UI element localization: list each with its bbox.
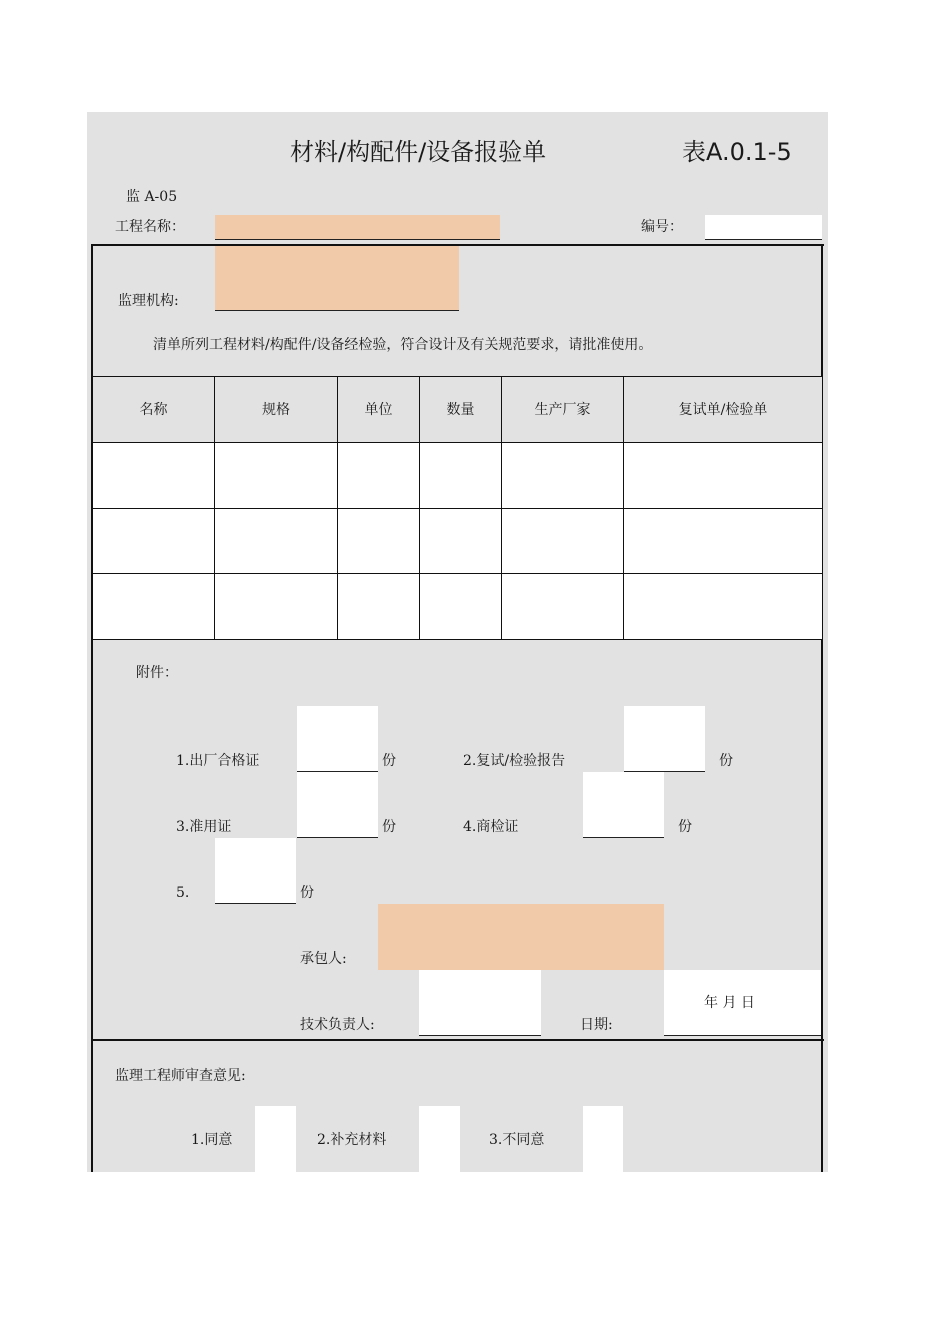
attachment-factory-certificate-label: 1.出厂合格证 (176, 753, 260, 769)
date-label: 日期: (580, 1017, 613, 1033)
option-supplement-checkbox[interactable] (419, 1106, 460, 1172)
contractor-field[interactable] (378, 904, 664, 970)
factory-certificate-count-field[interactable] (297, 706, 378, 772)
project-name-field[interactable] (215, 215, 500, 240)
serial-number-field[interactable] (705, 215, 822, 240)
option-disagree-label: 3.不同意 (489, 1132, 545, 1148)
form-title: 材料/构配件/设备报验单 (290, 138, 547, 166)
section-divider (91, 1039, 824, 1041)
option-agree-checkbox[interactable] (255, 1106, 296, 1172)
date-placeholder: 年 月 日 (704, 995, 755, 1011)
table-cell[interactable] (420, 508, 502, 574)
table-cell[interactable] (502, 442, 624, 508)
option-agree-label: 1.同意 (191, 1132, 233, 1148)
table-cell[interactable] (215, 442, 338, 508)
table-cell[interactable] (215, 574, 338, 640)
form-code: 监 A-05 (126, 189, 178, 205)
table-cell[interactable] (624, 508, 823, 574)
table-cell[interactable] (93, 574, 215, 640)
table-row (93, 574, 823, 640)
tech-lead-label: 技术负责人: (300, 1017, 375, 1033)
header-quantity: 数量 (420, 377, 502, 443)
permit-count-field[interactable] (297, 772, 378, 838)
statement-text: 清单所列工程材料/构配件/设备经检验，符合设计及有关规范要求，请批准使用。 (153, 337, 653, 353)
option-disagree-checkbox[interactable] (583, 1106, 623, 1172)
option-supplement-label: 2.补充材料 (317, 1132, 387, 1148)
inspection-certificate-count-field[interactable] (583, 772, 664, 838)
unit-label: 份 (382, 819, 396, 835)
supervisor-org-label: 监理机构: (118, 293, 179, 309)
test-report-count-field[interactable] (624, 706, 705, 772)
supervisor-org-field[interactable] (215, 246, 459, 311)
contractor-label: 承包人: (300, 951, 347, 967)
attachment-test-report-label: 2.复试/检验报告 (463, 753, 566, 769)
table-number: 表A.0.1-5 (682, 138, 792, 166)
attachment-other-label: 5. (176, 885, 190, 901)
header-spec: 规格 (215, 377, 338, 443)
table-cell[interactable] (215, 508, 338, 574)
project-name-label: 工程名称： (115, 219, 185, 235)
table-cell[interactable] (502, 574, 624, 640)
table-cell[interactable] (420, 442, 502, 508)
table-cell[interactable] (338, 442, 420, 508)
table-cell[interactable] (338, 508, 420, 574)
table-cell[interactable] (338, 574, 420, 640)
table-cell[interactable] (502, 508, 624, 574)
table-header-row (93, 377, 823, 443)
table-cell[interactable] (624, 442, 823, 508)
unit-label: 份 (382, 753, 396, 769)
attachment-permit-label: 3.准用证 (176, 819, 232, 835)
serial-number-label: 编号： (641, 219, 683, 235)
unit-label: 份 (300, 885, 314, 901)
header-name: 名称 (93, 377, 215, 443)
table-cell[interactable] (93, 442, 215, 508)
header-test-report: 复试单/检验单 (624, 377, 823, 443)
table-cell[interactable] (420, 574, 502, 640)
tech-lead-field[interactable] (419, 970, 541, 1036)
header-unit: 单位 (338, 377, 420, 443)
review-label: 监理工程师审查意见: (115, 1068, 246, 1084)
header-manufacturer: 生产厂家 (502, 377, 624, 443)
table-cell[interactable] (624, 574, 823, 640)
materials-table (92, 376, 822, 640)
attachments-label: 附件： (136, 665, 178, 681)
attachment-inspection-certificate-label: 4.商检证 (463, 819, 519, 835)
unit-label: 份 (719, 753, 733, 769)
other-count-field[interactable] (215, 838, 296, 904)
table-cell[interactable] (93, 508, 215, 574)
unit-label: 份 (678, 819, 692, 835)
table-row (93, 442, 823, 508)
table-row (93, 508, 823, 574)
